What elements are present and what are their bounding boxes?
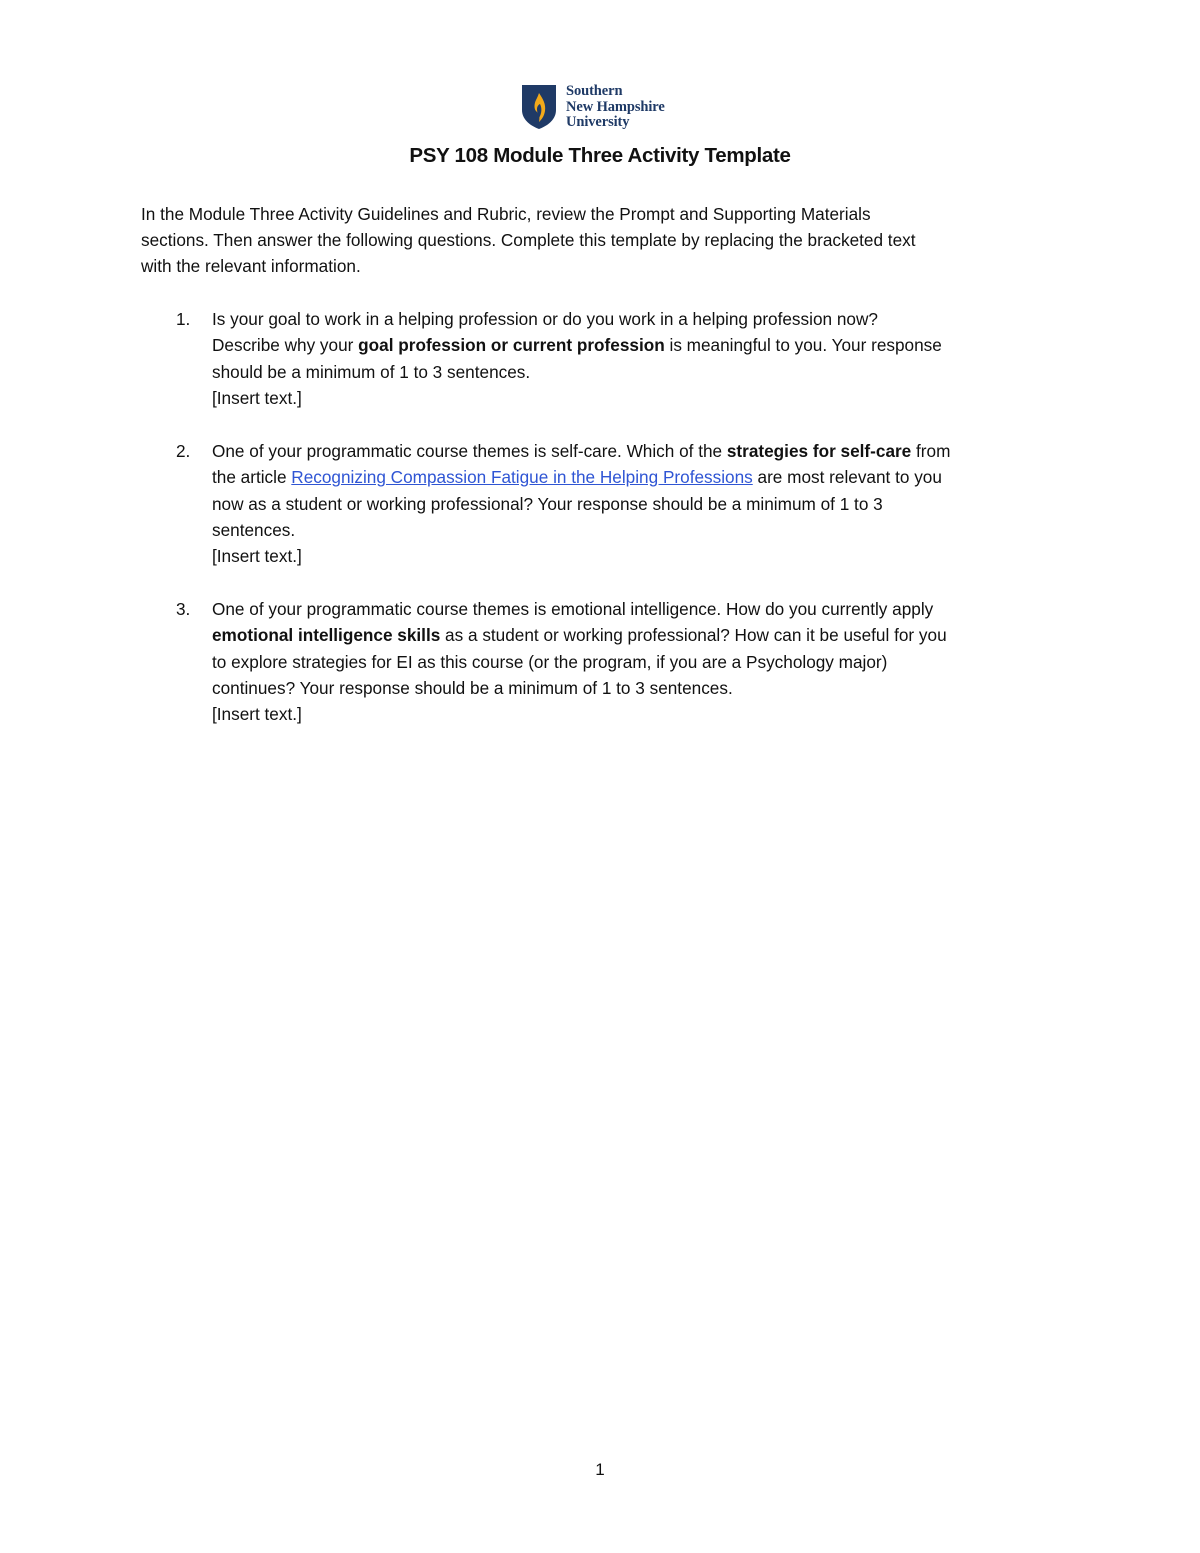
text-run: One of your programmatic course themes is self-care. Which of the <box>212 441 727 461</box>
university-wordmark <box>566 84 665 131</box>
university-logo <box>521 84 665 131</box>
question-item <box>141 596 1081 727</box>
text-run: are most relevant to you <box>752 467 942 488</box>
document-title: PSY 108 Module Three Activity Template <box>409 144 791 167</box>
question-item <box>141 438 1081 569</box>
text-run: is meaningful to you. Your response <box>664 335 942 356</box>
question-body <box>212 438 1081 569</box>
answer-placeholder[interactable]: [Insert text.] <box>212 704 302 725</box>
question-line: Is your goal to work in a helping profession or do you work in a helping profession now? <box>212 309 878 329</box>
wordmark-line: Southern <box>566 83 623 99</box>
text-run: Describe why your <box>212 335 359 356</box>
bold-phrase: goal profession or current profession <box>358 335 665 356</box>
intro-paragraph <box>141 201 1061 279</box>
wordmark-line: New Hampshire <box>566 98 665 115</box>
question-body <box>212 306 1081 411</box>
question-number: 2. <box>176 441 191 461</box>
question-item <box>141 306 1081 411</box>
bold-phrase: strategies for self-care <box>726 441 912 461</box>
question-line <box>212 332 1081 358</box>
bold-phrase: emotional intelligence skills <box>212 625 441 646</box>
question-number: 1. <box>176 309 191 329</box>
text-run: from <box>911 441 951 461</box>
intro-line: In the Module Three Activity Guidelines and Rubric, review the Prompt and Supporting Materials <box>141 204 871 224</box>
question-line: should be a minimum of 1 to 3 sentences. <box>212 361 531 382</box>
question-line: to explore strategies for EI as this course (or the program, if you are a Psychology major) <box>212 651 888 672</box>
intro-line: with the relevant information. <box>141 256 361 276</box>
question-line: One of your programmatic course themes is emotional intelligence. How do you currently apply <box>212 599 934 619</box>
text-run: the article <box>212 467 292 488</box>
intro-line: sections. Then answer the following questions. Complete this template by replacing the bracketed text <box>141 230 916 250</box>
question-line: sentences. <box>212 519 296 540</box>
question-line <box>212 438 1081 464</box>
question-line <box>212 622 1081 648</box>
page-number: 1 <box>595 1460 605 1479</box>
question-line <box>212 464 1081 490</box>
question-line: continues? Your response should be a minimum of 1 to 3 sentences. <box>212 677 733 698</box>
text-run: as a student or working professional? How can it be useful for you <box>440 625 947 646</box>
wordmark-line: University <box>566 114 630 130</box>
answer-placeholder[interactable]: [Insert text.] <box>212 546 302 567</box>
shield-flame-icon <box>521 84 557 130</box>
article-link[interactable]: Recognizing Compassion Fatigue in the Helping Professions <box>291 467 753 488</box>
question-body <box>212 596 1081 727</box>
question-line: now as a student or working professional? Your response should be a minimum of 1 to 3 <box>212 493 883 514</box>
question-number: 3. <box>176 599 191 619</box>
answer-placeholder[interactable]: [Insert text.] <box>212 387 302 408</box>
